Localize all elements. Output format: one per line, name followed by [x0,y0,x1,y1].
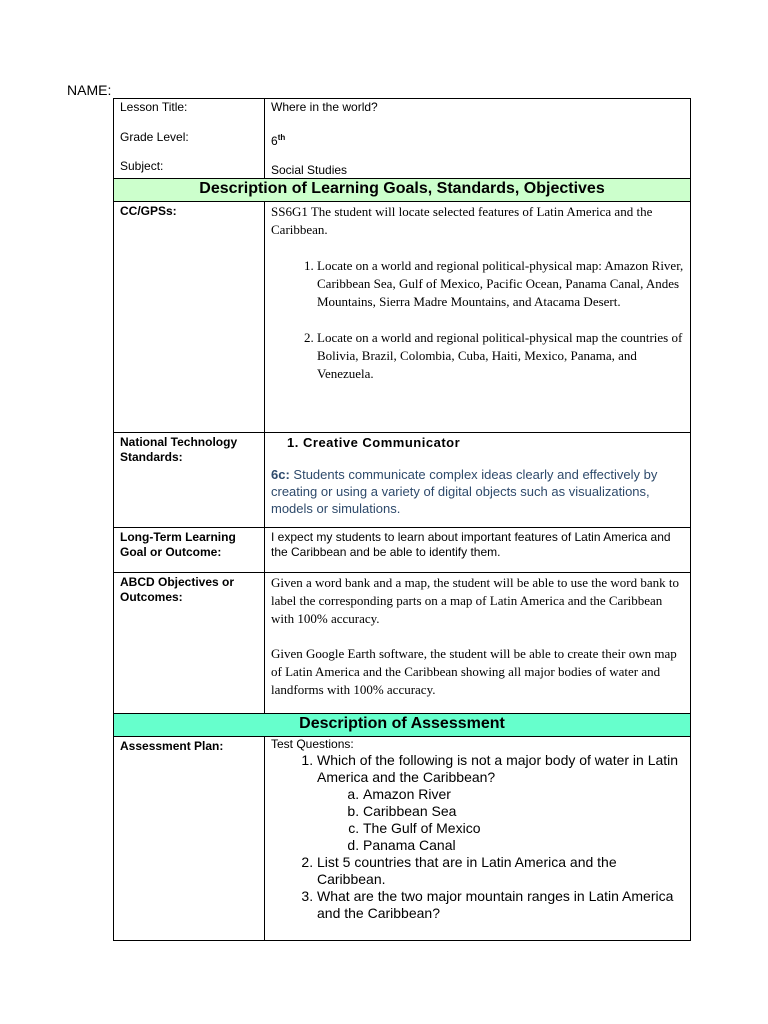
lesson-plan-table [113,98,691,941]
grade-level-suffix: th [277,133,286,142]
nts-row [114,433,691,528]
assessment-header: Description of Assessment [114,714,691,737]
assessment-question: 3. What are the two major mountain ranges in Latin America and the Caribbean? [317,888,684,922]
abcd-row [114,573,691,714]
assessment-intro: Test Questions: [271,737,354,751]
question-option: c. The Gulf of Mexico [363,820,684,837]
abcd-paragraph-2: Given Google Earth software, the student will be able to create their own map of Latin America and the Caribbean showing all major bodies of water and landforms with 100% accuracy. [271,646,677,697]
assessment-question: 2. List 5 countries that are in Latin America and the Caribbean. [317,854,684,888]
nts-item: 1. Creative Communicator [303,435,684,450]
ccgps-row [114,202,691,433]
lesson-info-row [114,99,691,179]
ltg-row [114,528,691,573]
question-options [317,786,684,854]
nts-text: Students communicate complex ideas clearly and effectively by creating or using a variety of digital objects such as visualizations, models or simulations. [271,467,658,516]
question-option: d. Panama Canal [363,837,684,854]
ccgps-label: CC/GPSs: [114,202,265,433]
grade-level-label: Grade Level: [120,130,189,144]
ltg-text: I expect my students to learn about important features of Latin America and the Caribbean and be able to identify them. [265,528,691,573]
assessment-questions [271,752,684,922]
section-header-row [114,179,691,202]
nts-list [271,435,684,450]
abcd-paragraph-1: Given a word bank and a map, the student will be able to use the word bank to label the corresponding parts on a map of Latin America and the Caribbean with 100% accuracy. [271,575,679,626]
subject-label: Subject: [120,159,164,173]
question-option: a. Amazon River [363,786,684,803]
ltg-label: Long-Term Learning Goal or Outcome: [114,528,265,573]
assessment-question: 1. Which of the following is not a major body of water in Latin America and the Caribbean? a. Amazon River b. Caribbean Sea c. The Gulf of Mexico d. Panama Canal [317,752,684,854]
nts-description [271,466,684,517]
assessment-label: Assessment Plan: [114,737,265,941]
nts-label: National Technology Standards: [114,433,265,528]
grade-level-value: 6th [271,133,286,148]
ccgps-item: 2. Locate on a world and regional political-physical map the countries of Bolivia, Brazil, Colombia, Cuba, Haiti, Mexico, Panama, and Venezuela. [317,329,684,383]
nts-code: 6c: [271,467,290,482]
subject-value: Social Studies [271,163,348,177]
section-header-row [114,714,691,737]
lesson-title-value: Where in the world? [271,100,378,114]
lesson-title-label: Lesson Title: [120,100,188,114]
abcd-label: ABCD Objectives or Outcomes: [114,573,265,714]
learning-goals-header: Description of Learning Goals, Standards, Objectives [114,179,691,202]
ccgps-list [271,257,684,383]
ccgps-intro: SS6G1 The student will locate selected features of Latin America and the Caribbean. [271,204,653,237]
ccgps-item: 1. Locate on a world and regional political-physical map: Amazon River, Caribbean Sea, Gulf of Mexico, Pacific Ocean, Panama Canal, Andes Mountains, Sierra Madre Mountains, and Atacama Desert. [317,257,684,311]
question-option: b. Caribbean Sea [363,803,684,820]
assessment-row [114,737,691,941]
name-label: NAME: [67,82,112,98]
